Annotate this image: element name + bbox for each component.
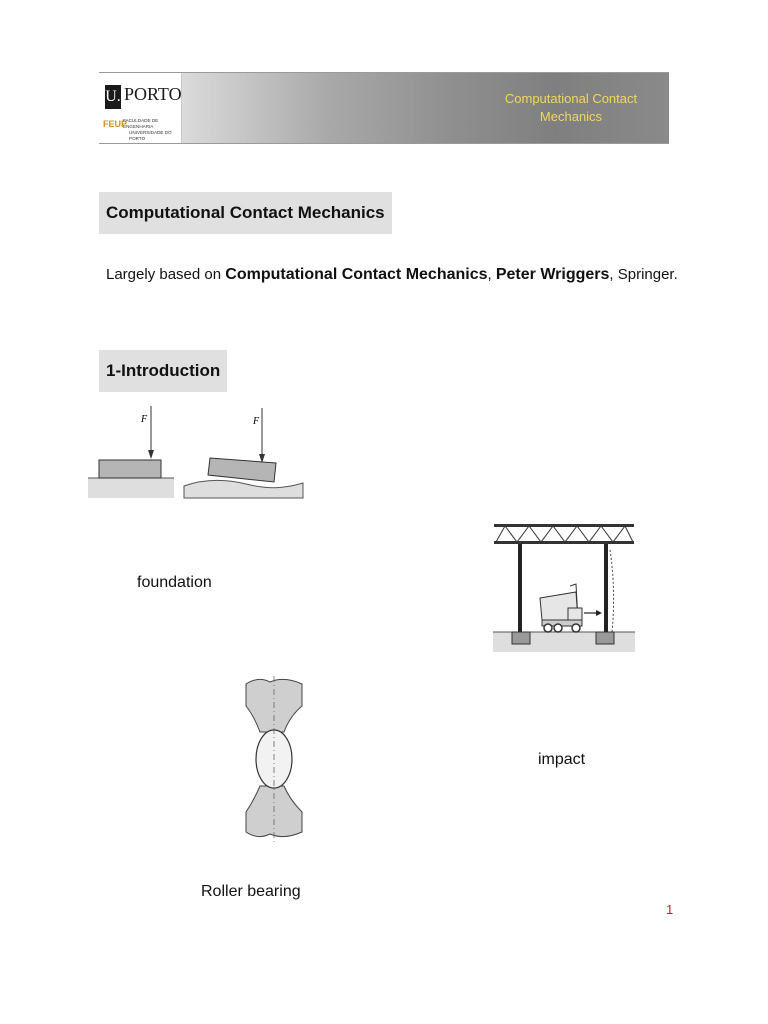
university-logo [99,73,182,143]
logo-mark: U. [105,85,121,109]
ground-right [184,480,303,498]
subtitle-sep: , [487,266,496,283]
roller-bearing-figure [240,676,308,842]
section-title: 1-Introduction [99,350,227,392]
page-number: 1 [666,902,674,917]
truck-icon [540,584,582,632]
caption-roller-bearing: Roller bearing [201,883,301,900]
logo-name: PORTO [124,84,182,104]
ground-left [88,478,174,498]
slide-title: Computational Contact Mechanics [99,192,392,234]
block-left [99,460,161,478]
subtitle-author: Peter Wriggers [495,266,610,283]
header-banner [99,72,669,144]
force-label-left: F [141,414,148,425]
caption-impact: impact [538,751,586,768]
subtitle-book: Computational Contact Mechanics [225,266,488,283]
logo-faculty-line1: FACULDADE DE ENGENHARIA [123,118,159,129]
logo-faculty-line2: UNIVERSIDADE DO PORTO [129,130,172,141]
header-title-line1: Computational Contact [504,91,638,106]
header-title [481,90,661,126]
foundation-figure [86,400,308,502]
caption-foundation: foundation [137,574,212,591]
impact-figure [492,520,638,654]
block-right [208,458,276,482]
logo-faculty [123,118,181,142]
header-title-line2: Mechanics [539,109,603,124]
subtitle [106,266,678,284]
subtitle-prefix: Largely based on [106,266,226,283]
logo-feup: FEUP [103,119,128,129]
force-label-right: F [253,416,260,427]
subtitle-suffix: , Springer. [609,266,678,283]
